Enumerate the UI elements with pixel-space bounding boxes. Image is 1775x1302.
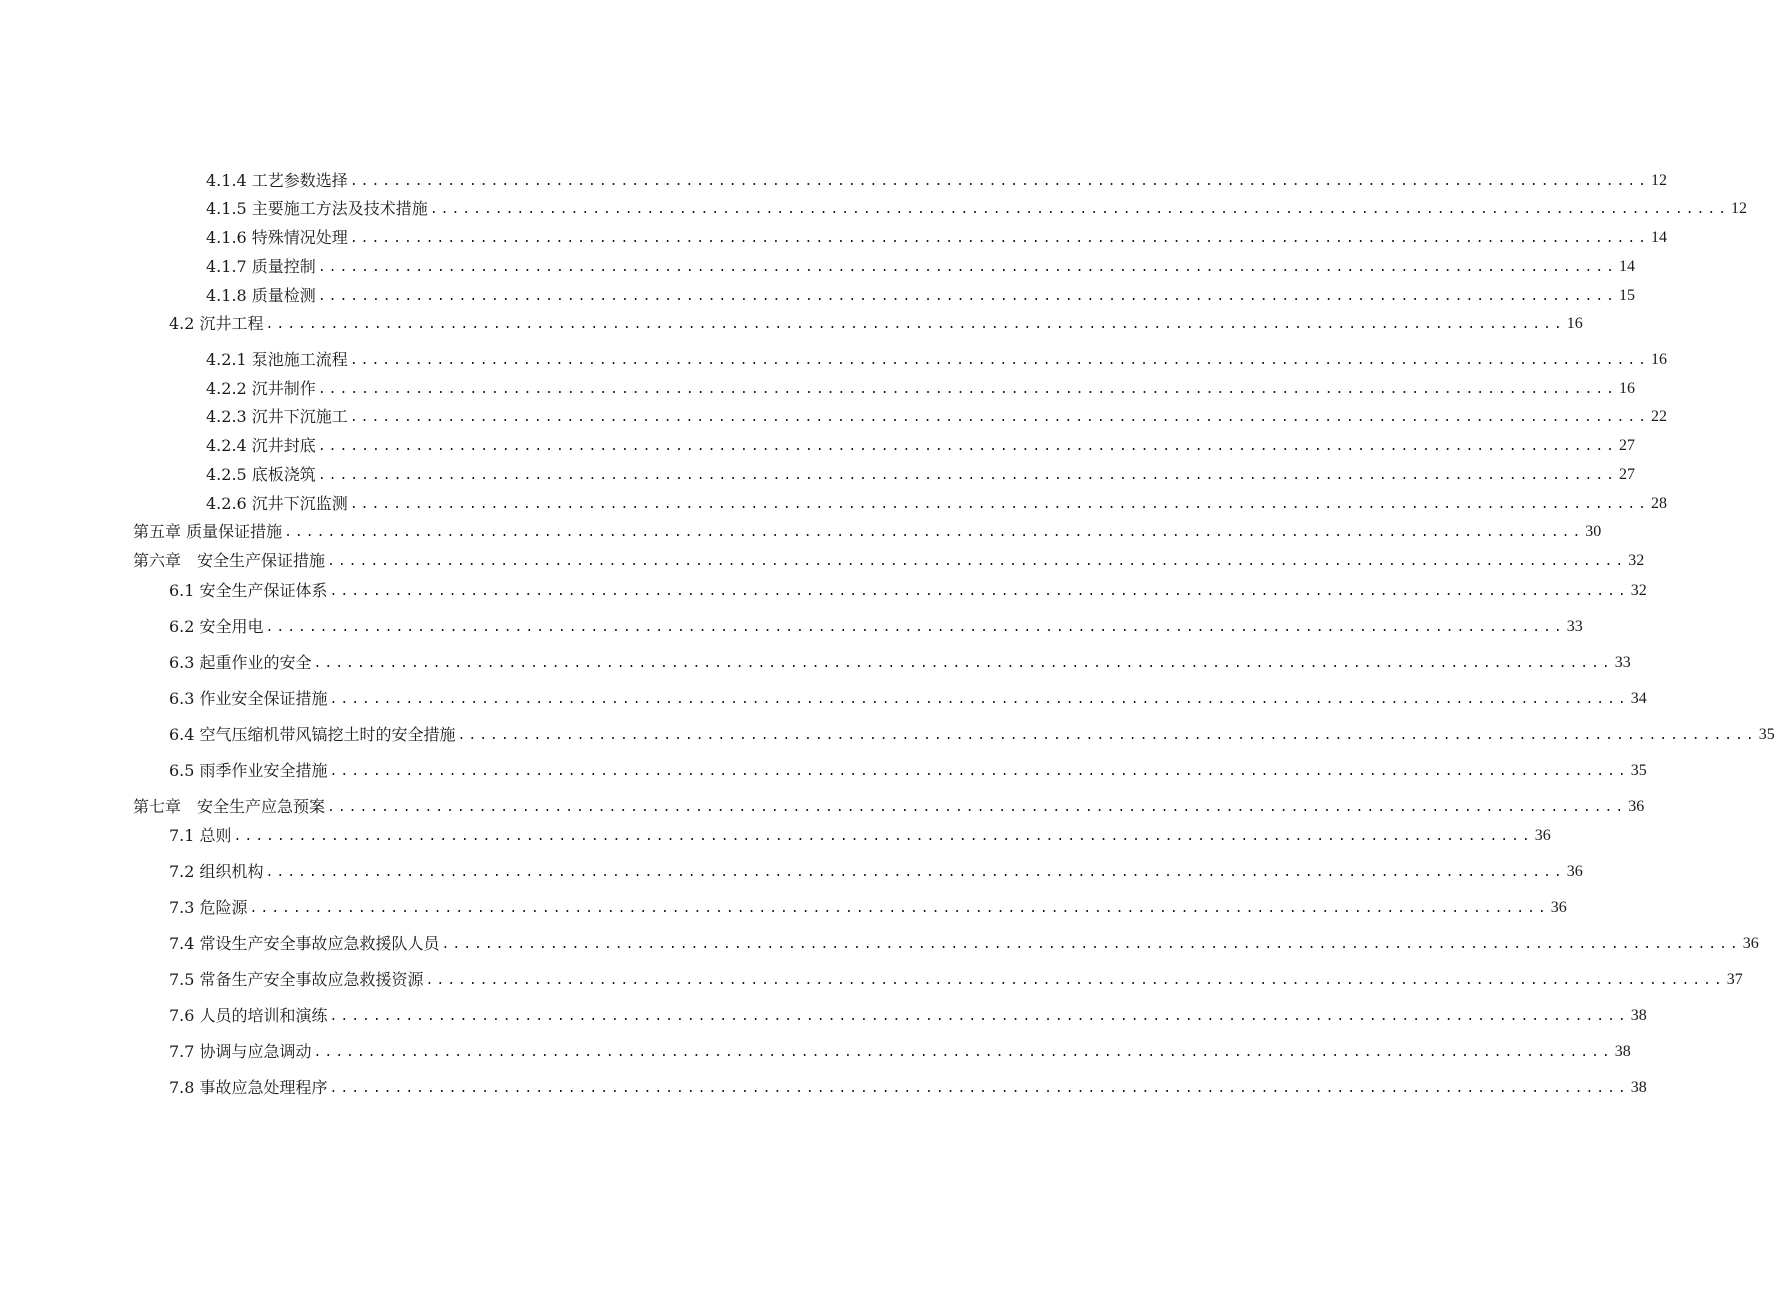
- toc-entry-page: 36: [1566, 863, 1583, 880]
- toc-leader-dots: ........................................................................................................................: [349, 353, 1650, 368]
- toc-entry-title: 4.2.2 沉井制作: [206, 379, 316, 398]
- toc-entry-title: 第五章 质量保证措施: [133, 522, 283, 541]
- toc-entry-title: 4.2.6 沉井下沉监测: [206, 494, 348, 513]
- toc-leader-dots: ........................................................................................................................: [349, 174, 1650, 189]
- toc-entry[interactable]: [206, 406, 1668, 428]
- toc-entry-page: 35: [1630, 762, 1647, 779]
- toc-entry-page: 36: [1742, 935, 1759, 952]
- toc-entry[interactable]: [206, 493, 1668, 515]
- toc-entry-title: 6.5 雨季作业安全措施: [169, 761, 328, 780]
- toc-entry-page: 28: [1651, 495, 1668, 512]
- toc-entry-page: 30: [1585, 523, 1602, 540]
- toc-entry-title: 7.8 事故应急处理程序: [169, 1078, 328, 1097]
- toc-leader-dots: ........................................................................................................................: [429, 202, 1730, 217]
- toc-entry[interactable]: [169, 1005, 1647, 1027]
- toc-entry-title: 7.5 常备生产安全事故应急救援资源: [169, 970, 424, 989]
- toc-entry-page: 12: [1731, 200, 1748, 217]
- toc-leader-dots: ........................................................................................................................: [329, 692, 1629, 707]
- toc-entry[interactable]: [206, 170, 1668, 192]
- toc-entry-title: 第七章 安全生产应急预案: [133, 797, 326, 816]
- toc-leader-dots: ........................................................................................................................: [317, 382, 1618, 397]
- toc-entry[interactable]: [206, 227, 1668, 249]
- toc-entry-title: 4.2.4 沉井封底: [206, 436, 316, 455]
- toc-entry-title: 7.3 危险源: [169, 898, 248, 917]
- toc-entry-title: 6.1 安全生产保证体系: [169, 581, 328, 600]
- toc-entry[interactable]: [169, 1041, 1631, 1063]
- toc-entry-title: 4.2.5 底板浇筑: [206, 465, 316, 484]
- toc-entry-title: 4.1.5 主要施工方法及技术措施: [206, 199, 428, 218]
- toc-entry[interactable]: [133, 796, 1645, 818]
- toc-entry[interactable]: [206, 349, 1668, 371]
- toc-entry-page: 22: [1651, 408, 1668, 425]
- toc-leader-dots: ........................................................................................................................: [317, 260, 1618, 275]
- toc-entry[interactable]: [169, 897, 1567, 919]
- toc-entry[interactable]: [206, 464, 1636, 486]
- toc-entry[interactable]: [133, 521, 1602, 543]
- toc-leader-dots: ........................................................................................................................: [329, 764, 1629, 779]
- toc-leader-dots: ........................................................................................................................: [349, 497, 1650, 512]
- toc-entry-page: 36: [1550, 899, 1567, 916]
- toc-entry[interactable]: [169, 652, 1631, 674]
- toc-entry-page: 14: [1619, 258, 1636, 275]
- toc-leader-dots: ........................................................................................................................: [313, 656, 1613, 671]
- toc-entry[interactable]: [206, 378, 1636, 400]
- toc-entry[interactable]: [133, 550, 1645, 572]
- toc-entry[interactable]: [169, 313, 1583, 335]
- toc-entry-page: 12: [1651, 172, 1668, 189]
- toc-leader-dots: ........................................................................................................................: [327, 800, 1627, 815]
- toc-entry[interactable]: [206, 256, 1636, 278]
- toc-entry-page: 16: [1651, 351, 1668, 368]
- toc-leader-dots: ........................................................................................................................: [441, 937, 1741, 952]
- toc-entry-page: 32: [1628, 552, 1645, 569]
- toc-leader-dots: ........................................................................................................................: [313, 1045, 1613, 1060]
- toc-leader-dots: ........................................................................................................................: [329, 1081, 1629, 1096]
- toc-leader-dots: ........................................................................................................................: [317, 289, 1618, 304]
- toc-leader-dots: ........................................................................................................................: [265, 317, 1565, 332]
- toc-entry-page: 15: [1619, 287, 1636, 304]
- toc-leader-dots: ........................................................................................................................: [233, 829, 1533, 844]
- toc-entry-title: 第六章 安全生产保证措施: [133, 551, 326, 570]
- toc-entry-page: 38: [1630, 1079, 1647, 1096]
- toc-entry-title: 4.1.6 特殊情况处理: [206, 228, 348, 247]
- toc-leader-dots: ........................................................................................................................: [317, 468, 1618, 483]
- toc-entry-page: 33: [1566, 618, 1583, 635]
- toc-entry[interactable]: [169, 861, 1583, 883]
- toc-entry-title: 7.7 协调与应急调动: [169, 1042, 312, 1061]
- toc-entry-page: 32: [1630, 582, 1647, 599]
- toc-leader-dots: ........................................................................................................................: [265, 620, 1565, 635]
- toc-entry-page: 16: [1619, 380, 1636, 397]
- toc-entry-page: 34: [1630, 690, 1647, 707]
- toc-entry-page: 37: [1726, 971, 1743, 988]
- toc-entry[interactable]: [169, 760, 1647, 782]
- toc-entry-title: 7.6 人员的培训和演练: [169, 1006, 328, 1025]
- toc-entry-title: 6.4 空气压缩机带风镐挖土时的安全措施: [169, 725, 456, 744]
- toc-entry-page: 16: [1566, 315, 1583, 332]
- toc-entry-page: 36: [1628, 798, 1645, 815]
- toc-entry-title: 7.1 总则: [169, 826, 232, 845]
- toc-entry-title: 4.1.4 工艺参数选择: [206, 171, 348, 190]
- toc-entry-page: 36: [1534, 827, 1551, 844]
- toc-entry-page: 33: [1614, 654, 1631, 671]
- toc-leader-dots: ........................................................................................................................: [284, 525, 1584, 540]
- toc-leader-dots: ........................................................................................................................: [329, 584, 1629, 599]
- toc-entry[interactable]: [169, 933, 1759, 955]
- toc-entry-title: 6.3 作业安全保证措施: [169, 689, 328, 708]
- toc-entry-page: 35: [1758, 726, 1775, 743]
- toc-entry-title: 4.2.1 泵池施工流程: [206, 350, 348, 369]
- toc-entry-page: 38: [1614, 1043, 1631, 1060]
- toc-leader-dots: ........................................................................................................................: [425, 973, 1725, 988]
- toc-entry-title: 6.2 安全用电: [169, 617, 264, 636]
- toc-entry-title: 4.2 沉井工程: [169, 314, 264, 333]
- toc-entry[interactable]: [206, 285, 1636, 307]
- toc-entry-title: 6.3 起重作业的安全: [169, 653, 312, 672]
- toc-leader-dots: ........................................................................................................................: [457, 728, 1757, 743]
- toc-entry-page: 27: [1619, 466, 1636, 483]
- toc-entry-title: 4.2.3 沉井下沉施工: [206, 407, 348, 426]
- toc-entry-title: 4.1.7 质量控制: [206, 257, 316, 276]
- toc-entry[interactable]: [206, 435, 1636, 457]
- toc-entry[interactable]: [169, 616, 1583, 638]
- toc-entry-title: 7.2 组织机构: [169, 862, 264, 881]
- toc-entry-title: 4.1.8 质量检测: [206, 286, 316, 305]
- toc-leader-dots: ........................................................................................................................: [265, 865, 1565, 880]
- toc-entry-title: 7.4 常设生产安全事故应急救援队人员: [169, 934, 440, 953]
- toc-entry[interactable]: [169, 724, 1775, 746]
- toc-leader-dots: ........................................................................................................................: [349, 410, 1650, 425]
- toc-leader-dots: ........................................................................................................................: [249, 901, 1549, 916]
- toc-entry[interactable]: [169, 969, 1743, 991]
- toc-leader-dots: ........................................................................................................................: [327, 554, 1627, 569]
- toc-leader-dots: ........................................................................................................................: [349, 231, 1650, 246]
- toc-entry[interactable]: [169, 825, 1551, 847]
- toc-entry[interactable]: [169, 1077, 1647, 1099]
- toc-entry-page: 27: [1619, 437, 1636, 454]
- toc-entry-page: 38: [1630, 1007, 1647, 1024]
- toc-entry[interactable]: [169, 688, 1647, 710]
- toc-leader-dots: ........................................................................................................................: [317, 439, 1618, 454]
- toc-entry[interactable]: [169, 580, 1647, 602]
- toc-entry-page: 14: [1651, 229, 1668, 246]
- toc-leader-dots: ........................................................................................................................: [329, 1009, 1629, 1024]
- toc-entry[interactable]: [206, 198, 1748, 220]
